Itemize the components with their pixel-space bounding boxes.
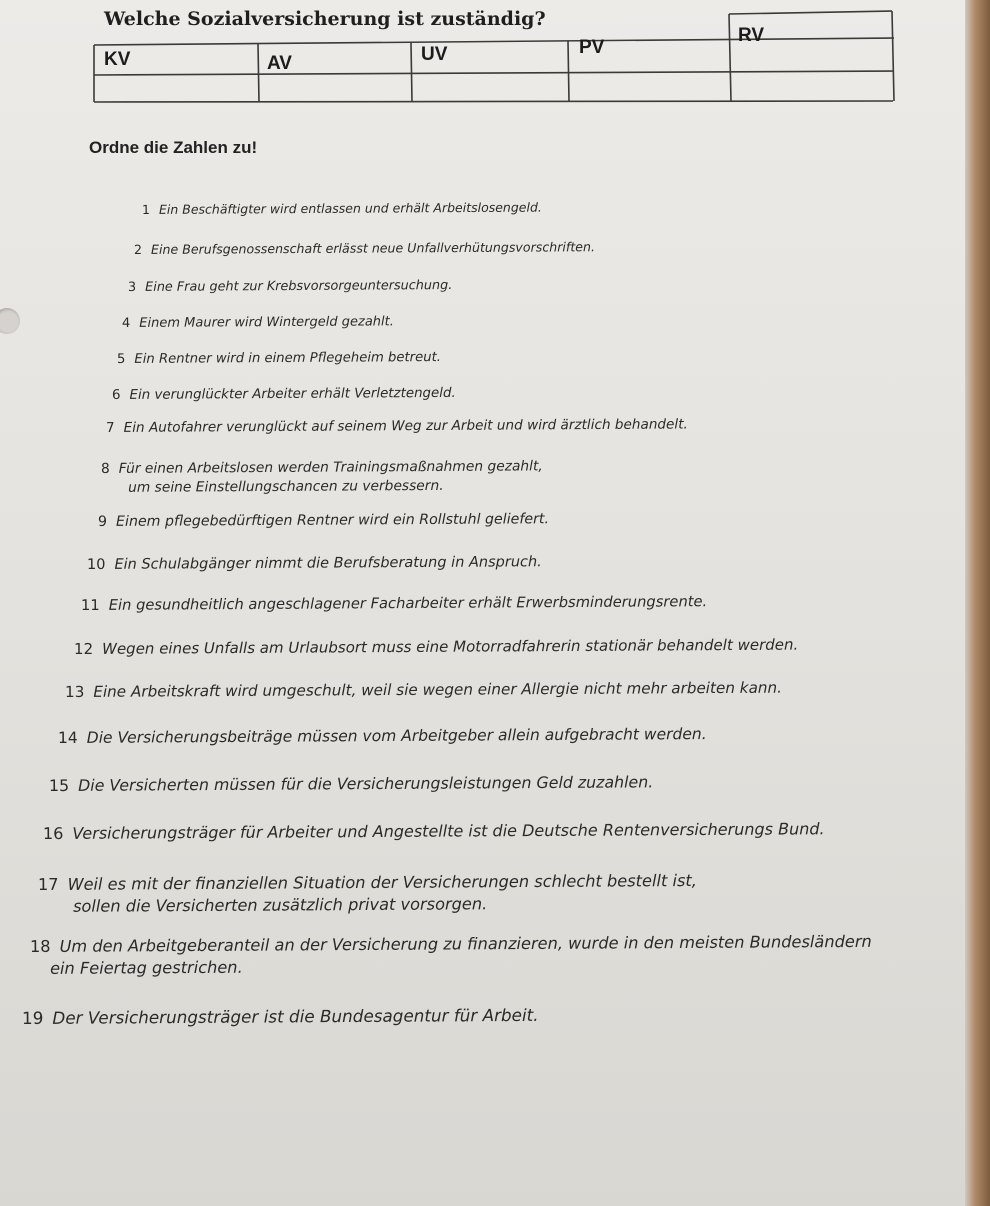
item-text: Die Versicherungsbeiträge müssen vom Arbeitgeber allein aufgebracht werden.: [86, 725, 707, 747]
item-number: 11: [80, 596, 100, 614]
instruction-heading: Ordne die Zahlen zu!: [89, 138, 258, 157]
item-number: 5: [116, 351, 126, 367]
list-item: [22, 1005, 539, 1028]
column-header-rv: RV: [738, 25, 765, 46]
item-text-continued: um seine Einstellungschancen zu verbessern.: [128, 477, 444, 496]
item-number: 9: [97, 513, 108, 530]
item-text: Wegen eines Unfalls am Urlaubsort muss eine Motorradfahrerin stationär behandelt werden.: [102, 635, 799, 658]
item-number: 2: [133, 241, 143, 257]
list-item: [30, 931, 872, 980]
item-number: 4: [121, 315, 131, 331]
list-item: [134, 239, 595, 257]
column-header-av: AV: [267, 53, 292, 74]
item-text: Weil es mit der finanziellen Situation der Versicherungen schlecht bestellt ist,: [67, 870, 697, 894]
list-item: [87, 554, 542, 573]
item-text: Für einen Arbeitslosen werden Trainingsmaßnahmen gezahlt,: [118, 458, 543, 477]
item-text: Einem Maurer wird Wintergeld gezahlt.: [139, 314, 394, 331]
item-text: Um den Arbeitgeberanteil an der Versicherung zu finanzieren, wurde in den meisten Bundesländern: [59, 931, 872, 956]
list-item: [117, 350, 441, 367]
item-number: 18: [29, 936, 51, 957]
item-text: Ein Autofahrer verunglückt auf seinem Weg zur Arbeit und wird ärztlich behandelt.: [123, 416, 688, 436]
item-text: Ein Rentner wird in einem Pflegeheim betreut.: [134, 350, 441, 367]
item-text: Die Versicherten müssen für die Versicherungsleistungen Geld zuzahlen.: [78, 772, 654, 795]
list-item: [128, 278, 452, 295]
item-number: 10: [86, 556, 106, 573]
item-number: 19: [21, 1007, 44, 1028]
item-text-continued: sollen die Versicherten zusätzlich privat vorsorgen.: [73, 894, 488, 916]
list-item: [101, 457, 543, 498]
item-text: Der Versicherungsträger ist die Bundesagentur für Arbeit.: [52, 1004, 539, 1028]
list-item: [38, 870, 697, 918]
list-item: [98, 511, 549, 530]
list-item: [122, 314, 394, 331]
item-number: 1: [141, 201, 150, 217]
item-number: 14: [57, 728, 78, 747]
column-header-uv: UV: [421, 44, 448, 65]
item-number: 6: [111, 387, 121, 403]
item-number: 16: [42, 823, 64, 843]
item-number: 7: [105, 419, 115, 436]
item-text: Versicherungsträger für Arbeiter und Angestellte ist die Deutsche Rentenversicherungs Bund.: [72, 819, 825, 843]
insurance-table-grid: [0, 0, 990, 110]
item-text: Ein Schulabgänger nimmt die Berufsberatung in Anspruch.: [114, 554, 542, 573]
column-header-kv: KV: [104, 49, 131, 70]
item-number: 15: [48, 775, 70, 795]
item-text: Ein gesundheitlich angeschlagener Facharbeiter erhält Erwerbsminderungsrente.: [108, 593, 708, 614]
item-number: 8: [100, 460, 110, 478]
item-text: Ein Beschäftigter wird entlassen und erhält Arbeitslosengeld.: [158, 199, 542, 217]
item-text: Einem pflegebedürftigen Rentner wird ein Rollstuhl geliefert.: [115, 511, 550, 530]
item-number: 13: [64, 682, 85, 701]
item-text-continued: ein Feiertag gestrichen.: [50, 957, 243, 978]
item-number: 12: [73, 639, 94, 658]
item-number: 3: [127, 279, 137, 295]
item-text: Eine Berufsgenossenschaft erlässt neue Unfallverhütungsvorschriften.: [150, 239, 596, 257]
list-item: [112, 386, 456, 403]
item-text: Ein verunglückter Arbeiter erhält Verletztengeld.: [129, 385, 456, 403]
table-title: Welche Sozialversicherung ist zuständig?: [104, 8, 546, 30]
column-header-pv: PV: [579, 37, 605, 58]
list-item: [142, 200, 542, 217]
page-edge: [965, 0, 990, 1206]
item-text: Eine Arbeitskraft wird umgeschult, weil sie wegen einer Allergie nicht mehr arbeiten kann.: [93, 678, 782, 701]
list-item: [49, 772, 653, 795]
item-text: Eine Frau geht zur Krebsvorsorgeuntersuchung.: [145, 278, 453, 295]
item-number: 17: [37, 874, 59, 895]
